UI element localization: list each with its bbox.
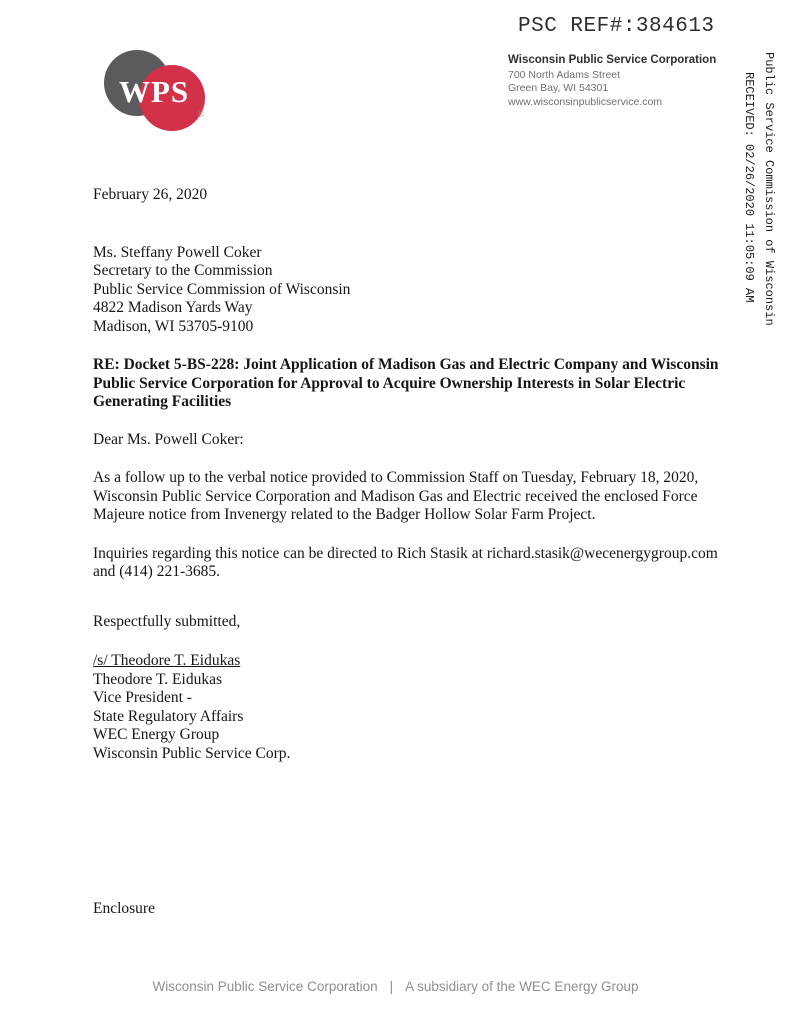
signer-company-line2: Wisconsin Public Service Corp.	[93, 744, 291, 762]
received-stamp-timestamp: RECEIVED: 02/26/2020 11:05:09 AM	[742, 72, 756, 303]
footer-separator: |	[389, 979, 394, 994]
signature-slash-line: /s/ Theodore T. Eidukas	[93, 652, 241, 669]
enclosure-note: Enclosure	[93, 900, 155, 917]
recipient-name: Ms. Steffany Powell Coker	[93, 243, 262, 261]
received-stamp	[739, 52, 779, 326]
letter-body	[93, 186, 725, 919]
registered-trademark-icon: ®	[197, 109, 204, 119]
psc-ref-stamp: PSC REF#:384613	[518, 15, 715, 38]
signature-block	[93, 652, 725, 763]
received-stamp-agency: Public Service Commission of Wisconsin	[762, 52, 776, 326]
company-header-block	[508, 54, 716, 109]
footer-subsidiary: A subsidiary of the WEC Energy Group	[405, 979, 639, 994]
logo-wordmark: WPS	[119, 74, 190, 109]
recipient-organization: Public Service Commission of Wisconsin	[93, 280, 351, 298]
subject-line: RE: Docket 5-BS-228: Joint Application of Madison Gas and Electric Company and Wisconsin Public Service Corporation for Approval to Acquire Ownership Interests in Solar Electric Generating Facilities	[93, 356, 719, 410]
salutation: Dear Ms. Powell Coker:	[93, 430, 244, 448]
body-paragraph-1: As a follow up to the verbal notice provided to Commission Staff on Tuesday, February 18, 2020, Wisconsin Public Service Corporation and Madison Gas and Electric received the enclosed Force Majeure notice from Invenergy related to the Badger Hollow Solar Farm Project.	[93, 469, 699, 523]
company-address-street: 700 North Adams Street	[508, 68, 621, 81]
footer-company: Wisconsin Public Service Corporation	[152, 979, 378, 994]
signer-company-line1: WEC Energy Group	[93, 726, 220, 743]
company-website: www.wisconsinpublicservice.com	[508, 95, 663, 108]
signer-title-line1: Vice President -	[93, 689, 192, 706]
recipient-city: Madison, WI 53705-9100	[93, 317, 254, 335]
letter-date: February 26, 2020	[93, 186, 208, 203]
signer-title-line2: State Regulatory Affairs	[93, 707, 244, 725]
signer-name: Theodore T. Eidukas	[93, 670, 222, 688]
closing-line: Respectfully submitted,	[93, 612, 241, 630]
company-address-city: Green Bay, WI 54301	[508, 82, 609, 94]
recipient-title: Secretary to the Commission	[93, 262, 273, 279]
page-footer	[0, 979, 791, 994]
recipient-block	[93, 244, 725, 337]
body-paragraph-2: Inquiries regarding this notice can be directed to Rich Stasik at richard.stasik@wecenergygroup.com and (414) 221-3685.	[93, 544, 718, 580]
company-name: Wisconsin Public Service Corporation	[508, 54, 717, 66]
recipient-street: 4822 Madison Yards Way	[93, 299, 253, 316]
wps-logo	[104, 50, 208, 134]
